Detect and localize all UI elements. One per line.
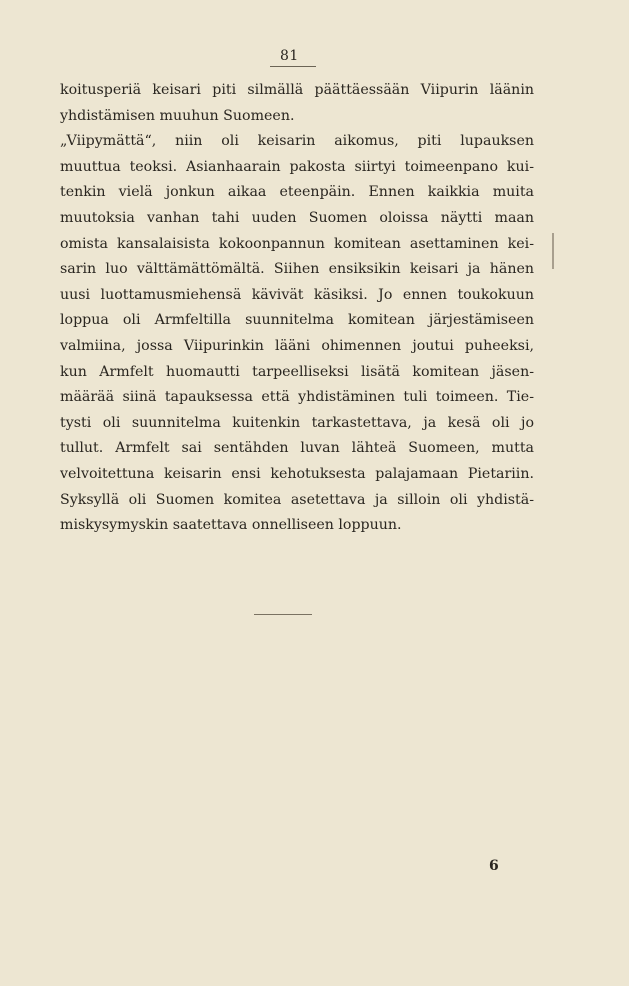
text-line: muutoksia vanhan tahi uuden Suomen oloissa näytti maan: [60, 209, 534, 226]
text-line: „Viipymättä“, niin oli keisarin aikomus, piti lupauksen: [60, 133, 534, 150]
page-number: 81: [280, 48, 299, 64]
text-line: koitusperiä keisari piti silmällä päättäessään Viipurin läänin: [60, 82, 534, 98]
margin-pencil-mark: [552, 233, 554, 269]
text-line: tullut. Armfelt sai sentähden luvan lähteä Suomeen, mutta: [60, 440, 534, 457]
section-end-rule: [254, 614, 312, 615]
text-line: sarin luo välttämättömältä. Siihen ensiksikin keisari ja hänen: [60, 261, 534, 278]
text-line: tysti oli suunnitelma kuitenkin tarkastettava, ja kesä oli jo: [60, 414, 534, 431]
text-line: tenkin vielä jonkun aikaa eteenpäin. Ennen kaikkia muita: [60, 184, 534, 201]
text-line: omista kansalaisista kokoonpannun komitean asettaminen kei-: [60, 235, 534, 252]
text-line: yhdistämisen muuhun Suomeen.: [60, 107, 295, 124]
text-line: määrää siinä tapauksessa että yhdistäminen tuli toimeen. Tie-: [60, 389, 534, 406]
text-line: miskysymyskin saatettava onnelliseen loppuun.: [60, 517, 402, 534]
printer-signature-mark: 6: [489, 858, 499, 874]
body-text: [60, 78, 534, 539]
page-number-underline: [270, 66, 316, 67]
text-line: valmiina, jossa Viipurinkin lääni ohimennen joutui puheeksi,: [60, 337, 534, 354]
text-line: kun Armfelt huomautti tarpeelliseksi lisätä komitean jäsen-: [60, 363, 534, 380]
text-line: uusi luottamusmiehensä kävivät käsiksi. Jo ennen toukokuun: [60, 286, 534, 303]
text-line: Syksyllä oli Suomen komitea asetettava ja silloin oli yhdistä-: [60, 491, 534, 508]
text-line: muuttua teoksi. Asianhaarain pakosta siirtyi toimeenpano kui-: [60, 158, 534, 175]
text-line: loppua oli Armfeltilla suunnitelma komitean järjestämiseen: [60, 312, 534, 329]
text-line: velvoitettuna keisarin ensi kehotuksesta palajamaan Pietariin.: [60, 465, 534, 482]
